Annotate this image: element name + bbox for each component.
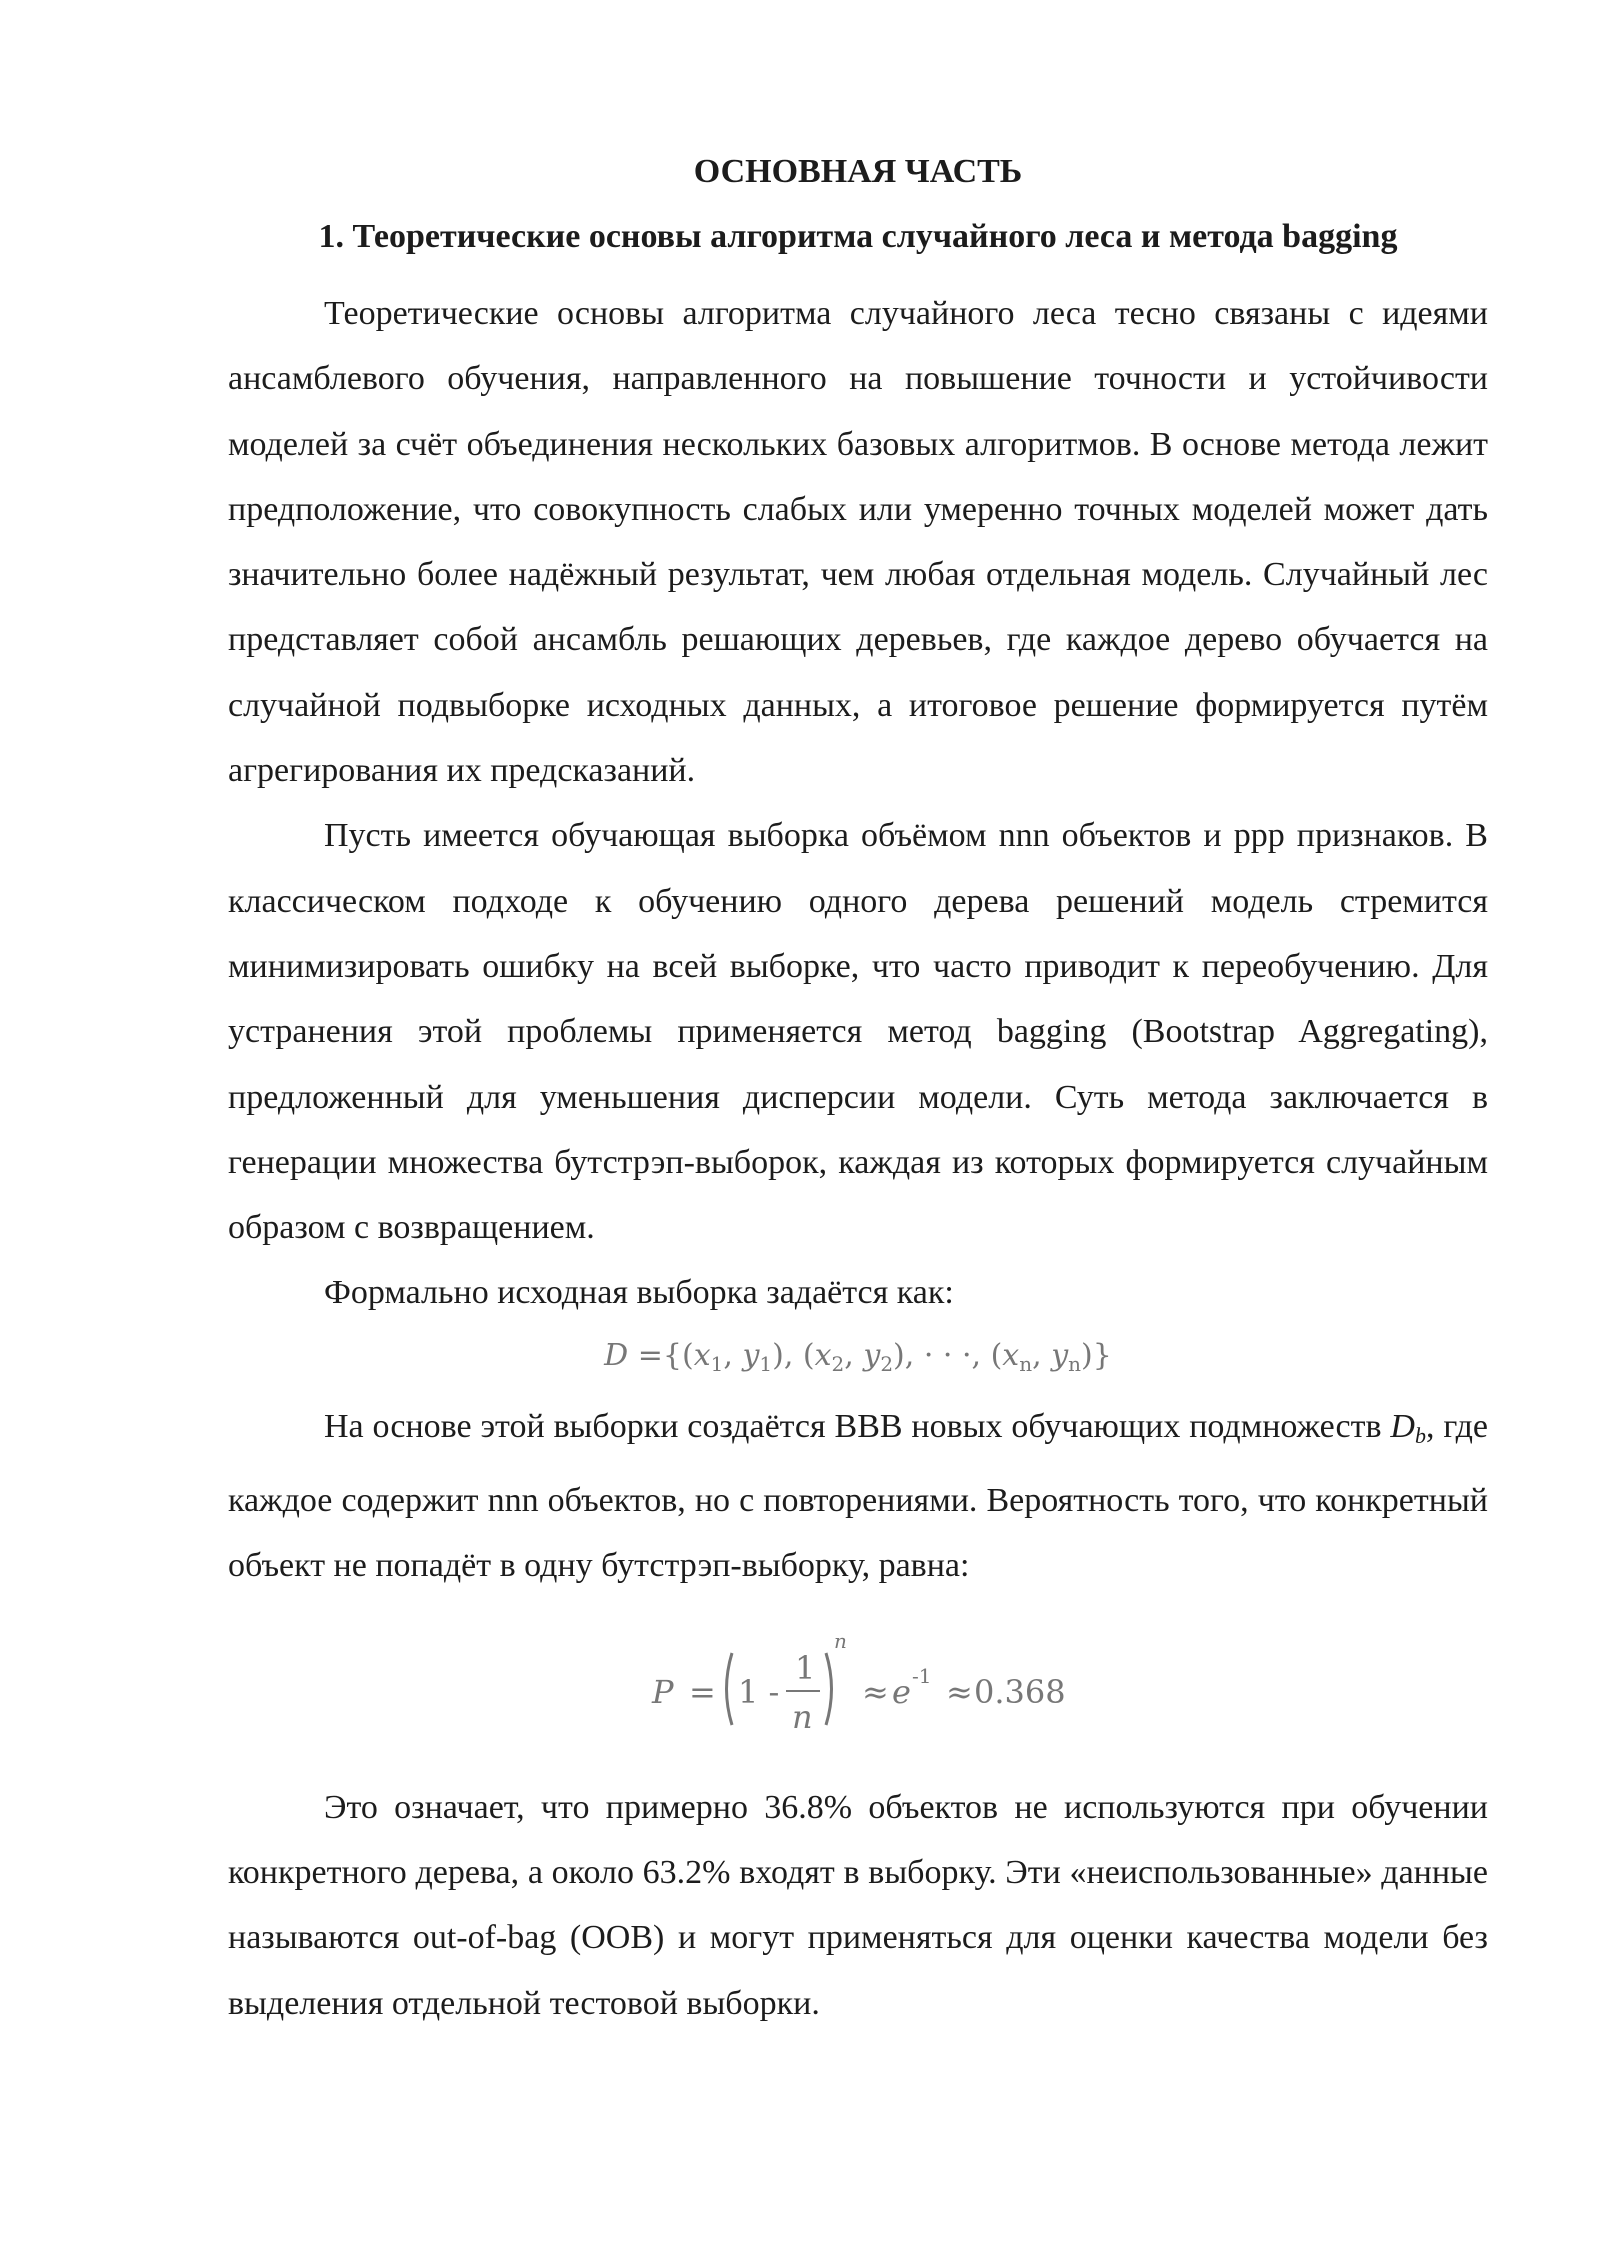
subsection-title: 1. Теоретические основы алгоритма случайного леса и метода bagging	[318, 218, 1398, 255]
paragraph-formal: Формально исходная выборка задаётся как:	[324, 1274, 954, 1312]
exponent-minus-one: -1	[912, 1663, 932, 1688]
formula-e: e	[892, 1672, 911, 1711]
right-paren	[826, 1653, 832, 1725]
left-paren	[727, 1653, 733, 1725]
section-title: ОСНОВНАЯ ЧАСТЬ	[693, 153, 1023, 190]
formula-p: P	[652, 1672, 674, 1711]
fraction-denominator: n	[792, 1697, 813, 1736]
document-page	[228, 150, 1488, 2036]
paragraph-bootstrap: На основе этой выборки создаётся BBB новых обучающих подмножеств Db, где каждое содержит nnn объектов, но с повторениями. Вероятность того, что конкретный объект не попадёт в одну бутстрэп-выборку, равна:	[228, 1407, 1488, 1585]
formula-value: 0.368	[974, 1672, 1066, 1711]
formula-one-minus: 1 -	[738, 1672, 780, 1711]
exponent-n: n	[834, 1628, 847, 1653]
paragraph-bagging: Пусть имеется обучающая выборка объёмом nnn объектов и ppp признаков. В классическом подходе к обучению одного дерева решений модель стремится минимизировать ошибку на всей выборке, что часто приводит к переобучению. Для устранения этой проблемы применяется метод bagging (Bootstrap Aggregating), предложенный для уменьшения дисперсии модели. Суть метода заключается в генерации множества бутстрэп-выборок, каждая из которых формируется случайным образом с возвращением.	[228, 817, 1488, 1247]
probability-formula-graphic	[228, 1613, 1488, 1761]
paragraph-oob: Это означает, что примерно 36.8% объектов не используются при обучении конкретного дерева, а около 63.2% входят в выборку. Эти «неиспользованные» данные называются out-of-bag (OOB) и могут применяться для оценки качества модели без выделения отдельной тестовой выборки.	[228, 1788, 1488, 2022]
formula-probability	[228, 1613, 1488, 1761]
approx-symbol: ≈	[946, 1672, 973, 1711]
fraction-numerator: 1	[795, 1648, 816, 1687]
formula-dataset: $D =\{(x_1$, $y_1$), ($x_2$, $y_2$), · · ·, ($x_n$, $y_n$)}	[604, 1337, 1112, 1376]
approx-symbol: ≈	[862, 1672, 889, 1711]
paragraph-intro: Теоретические основы алгоритма случайного леса тесно связаны с идеями ансамблевого обучения, направленного на повышение точности и устойчивости моделей за счёт объединения нескольких базовых алгоритмов. В основе метода лежит предположение, что совокупность слабых или умеренно точных моделей может дать значительно более надёжный результат, чем любая отдельная модель. Случайный лес представляет собой ансамбль решающих деревьев, где каждое дерево обучается на случайной подвыборке исходных данных, а итоговое решение формируется путём агрегирования их предсказаний.	[228, 295, 1488, 790]
formula-equals: =	[689, 1672, 716, 1711]
